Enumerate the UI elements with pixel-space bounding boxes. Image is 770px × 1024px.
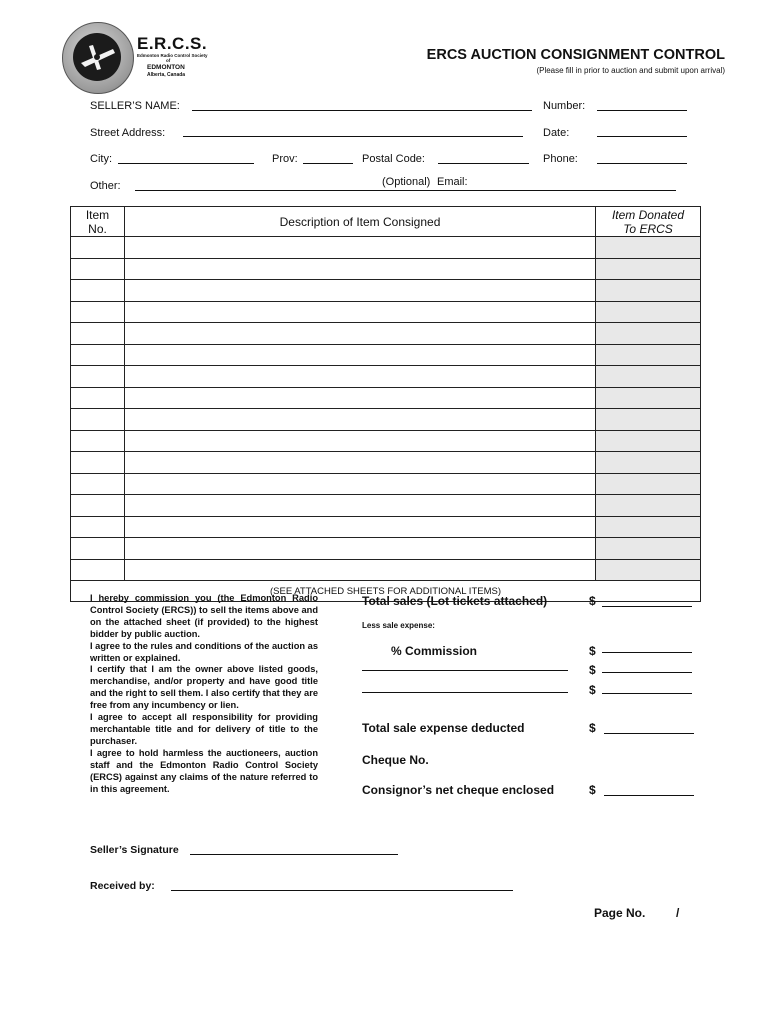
optional-label: (Optional) xyxy=(382,176,431,188)
logo-name: E.R.C.S. xyxy=(137,34,208,53)
item-no-cell[interactable] xyxy=(71,258,125,280)
item-no-cell[interactable] xyxy=(71,387,125,409)
total-expense-field[interactable] xyxy=(604,733,694,734)
table-row xyxy=(71,280,701,302)
description-cell[interactable] xyxy=(125,516,596,538)
expense-amount-field[interactable] xyxy=(602,693,692,694)
item-no-cell[interactable] xyxy=(71,495,125,517)
table-row xyxy=(71,516,701,538)
col-donated-line2: To ERCS xyxy=(623,221,673,236)
description-cell[interactable] xyxy=(125,280,596,302)
col-donated-header xyxy=(596,207,701,237)
dollar-sign: $ xyxy=(589,663,596,677)
donated-cell[interactable] xyxy=(596,323,701,345)
agreement-text xyxy=(90,593,318,795)
description-cell[interactable] xyxy=(125,452,596,474)
city-label: City: xyxy=(90,153,112,165)
total-sales-field[interactable] xyxy=(602,606,692,607)
table-row xyxy=(71,301,701,323)
street-address-field[interactable] xyxy=(183,136,523,137)
description-cell[interactable] xyxy=(125,473,596,495)
email-label: Email: xyxy=(437,176,468,188)
table-row xyxy=(71,409,701,431)
received-by-label: Received by: xyxy=(90,880,155,892)
commission-field[interactable] xyxy=(602,652,692,653)
table-row xyxy=(71,473,701,495)
item-no-cell[interactable] xyxy=(71,409,125,431)
dollar-sign: $ xyxy=(589,594,596,608)
donated-cell[interactable] xyxy=(596,538,701,560)
sellers-name-field[interactable] xyxy=(192,110,532,111)
agreement-paragraph: I hereby commission you (the Edmonton Radio Control Society (ERCS)) to sell the items above and on the attached sheet (if provided) to the highest bidder by public auction. xyxy=(90,593,318,639)
item-no-cell[interactable] xyxy=(71,516,125,538)
donated-cell[interactable] xyxy=(596,409,701,431)
agreement-paragraph: I certify that I am the owner above listed goods, merchandise, and/or property and have good title and the right to sell them. I also certify that they are free from any incumbency or lien. xyxy=(90,664,318,711)
page-no-separator: / xyxy=(676,906,680,920)
description-cell[interactable] xyxy=(125,301,596,323)
date-label: Date: xyxy=(543,127,570,139)
expense-amount-field[interactable] xyxy=(602,672,692,673)
item-no-cell[interactable] xyxy=(71,344,125,366)
number-field[interactable] xyxy=(597,110,687,111)
donated-cell[interactable] xyxy=(596,452,701,474)
dollar-sign: $ xyxy=(589,683,596,697)
other-label: Other: xyxy=(90,180,121,192)
dollar-sign: $ xyxy=(589,783,596,797)
description-cell[interactable] xyxy=(125,366,596,388)
logo-org-line: Edmonton Radio Control Society xyxy=(137,53,208,58)
agreement-paragraph: I agree to accept all responsibility for providing merchantable title and for delivery of title to the purchaser. xyxy=(90,712,318,746)
cheque-no-label: Cheque No. xyxy=(362,753,429,767)
seller-signature-field[interactable] xyxy=(190,854,398,855)
items-table xyxy=(70,206,701,602)
postal-code-field[interactable] xyxy=(438,163,529,164)
table-row xyxy=(71,237,701,259)
col-item-no-header xyxy=(71,207,125,237)
dollar-sign: $ xyxy=(589,644,596,658)
net-cheque-field[interactable] xyxy=(604,795,694,796)
col-item-line2: No. xyxy=(88,221,107,236)
less-sale-expense-label: Less sale expense: xyxy=(362,621,435,630)
donated-cell[interactable] xyxy=(596,430,701,452)
item-no-cell[interactable] xyxy=(71,323,125,345)
logo-province: Alberta, Canada xyxy=(147,72,186,78)
other-email-field[interactable] xyxy=(135,190,676,191)
net-cheque-label: Consignor’s net cheque enclosed xyxy=(362,783,555,797)
item-no-cell[interactable] xyxy=(71,538,125,560)
donated-cell[interactable] xyxy=(596,366,701,388)
page-subtitle: (Please fill in prior to auction and submit upon arrival) xyxy=(536,66,725,75)
item-no-cell[interactable] xyxy=(71,559,125,581)
phone-field[interactable] xyxy=(597,163,687,164)
table-row xyxy=(71,387,701,409)
total-expense-label: Total sale expense deducted xyxy=(362,721,525,735)
item-no-cell[interactable] xyxy=(71,280,125,302)
city-field[interactable] xyxy=(118,163,254,164)
phone-label: Phone: xyxy=(543,153,578,165)
col-description-header: Description of Item Consigned xyxy=(125,207,596,237)
table-row xyxy=(71,538,701,560)
prov-field[interactable] xyxy=(303,163,353,164)
description-cell[interactable] xyxy=(125,495,596,517)
description-cell[interactable] xyxy=(125,559,596,581)
table-row xyxy=(71,495,701,517)
dollar-sign: $ xyxy=(589,721,596,735)
donated-cell[interactable] xyxy=(596,237,701,259)
table-row xyxy=(71,258,701,280)
description-cell[interactable] xyxy=(125,387,596,409)
description-cell[interactable] xyxy=(125,430,596,452)
commission-label: % Commission xyxy=(391,644,478,658)
table-row xyxy=(71,323,701,345)
col-donated-line1: Item Donated xyxy=(611,207,685,222)
donated-cell[interactable] xyxy=(596,387,701,409)
description-cell[interactable] xyxy=(125,237,596,259)
donated-cell[interactable] xyxy=(596,559,701,581)
description-cell[interactable] xyxy=(125,538,596,560)
table-row xyxy=(71,452,701,474)
table-row xyxy=(71,430,701,452)
seller-signature-label: Seller’s Signature xyxy=(90,844,179,856)
table-row xyxy=(71,344,701,366)
description-cell[interactable] xyxy=(125,409,596,431)
item-no-cell[interactable] xyxy=(71,237,125,259)
donated-cell[interactable] xyxy=(596,516,701,538)
donated-cell[interactable] xyxy=(596,258,701,280)
description-cell[interactable] xyxy=(125,323,596,345)
donated-cell[interactable] xyxy=(596,344,701,366)
item-no-cell[interactable] xyxy=(71,452,125,474)
donated-cell[interactable] xyxy=(596,301,701,323)
postal-code-label: Postal Code: xyxy=(362,153,425,165)
date-field[interactable] xyxy=(597,136,687,137)
table-row xyxy=(71,366,701,388)
expense-description-field[interactable] xyxy=(362,670,568,671)
received-by-field[interactable] xyxy=(171,890,513,891)
donated-cell[interactable] xyxy=(596,495,701,517)
item-no-cell[interactable] xyxy=(71,366,125,388)
item-no-cell[interactable] xyxy=(71,430,125,452)
number-label: Number: xyxy=(543,100,586,112)
agreement-paragraph: I agree to hold harmless the auctioneers, auction staff and the Edmonton Radio Control Society (ERCS) against any claims of the nature referred to in this agreement. xyxy=(90,747,318,794)
item-no-cell[interactable] xyxy=(71,301,125,323)
table-row xyxy=(71,559,701,581)
total-sales-label: Total sales (Lot tickets attached) xyxy=(362,594,548,608)
description-cell[interactable] xyxy=(125,258,596,280)
sellers-name-label: SELLER’S NAME: xyxy=(90,100,180,112)
prov-label: Prov: xyxy=(272,153,298,165)
logo-city: EDMONTON xyxy=(147,64,185,71)
description-cell[interactable] xyxy=(125,344,596,366)
page-title: ERCS AUCTION CONSIGNMENT CONTROL xyxy=(426,47,725,63)
street-address-label: Street Address: xyxy=(90,127,166,139)
expense-description-field[interactable] xyxy=(362,692,568,693)
col-item-line1: Item xyxy=(85,207,110,222)
donated-cell[interactable] xyxy=(596,473,701,495)
logo-of-line: of xyxy=(166,58,171,63)
airplane-icon xyxy=(73,33,121,81)
item-no-cell[interactable] xyxy=(71,473,125,495)
donated-cell[interactable] xyxy=(596,280,701,302)
agreement-paragraph: I agree to the rules and conditions of the auction as written or explained. xyxy=(90,640,318,663)
table-footer-note: (SEE ATTACHED SHEETS FOR ADDITIONAL ITEMS) xyxy=(71,581,701,602)
page-no-label: Page No. xyxy=(594,906,646,920)
